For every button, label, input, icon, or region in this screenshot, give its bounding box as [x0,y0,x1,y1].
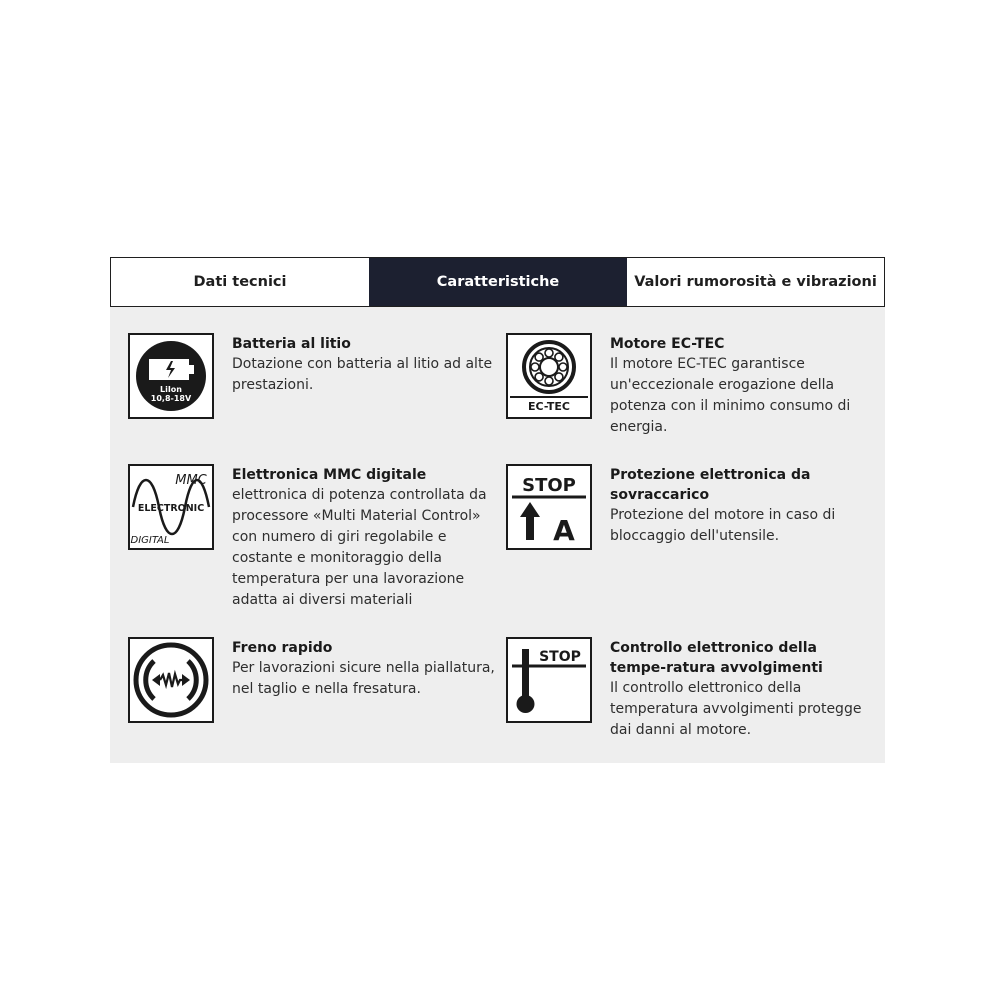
temperature-control-icon [506,637,592,723]
battery-icon-voltage-label: 10,8-18V [150,394,192,403]
overload-protection-icon [506,464,592,550]
overload-icon-ampere-label: A [553,514,575,547]
overload-icon-stop-label: STOP [522,475,576,496]
tab-caratteristiche[interactable]: Caratteristiche [369,258,627,306]
feature-description: elettronica di potenza controllata da processore «Multi Material Control» con numero di giri regolabile e costante e monitoraggio della temperatura per una lavorazione adatta ai diversi materiali [232,487,487,608]
motor-icon-label: EC-TEC [528,400,570,413]
features-panel [110,307,885,763]
temperature-icon-stop-label: STOP [539,649,581,665]
feature-title: Motore EC-TEC [610,336,725,352]
feature-title: Protezione elettronica da sovraccarico [610,467,811,503]
feature-description: Protezione del motore in caso di bloccaggio dell'utensile. [610,507,836,544]
quick-brake-icon [128,637,214,723]
feature-description: Dotazione con batteria al litio ad alte prestazioni. [232,356,493,393]
feature-title: Elettronica MMC digitale [232,467,427,483]
tab-bar [110,257,885,307]
tab-dati-tecnici[interactable]: Dati tecnici [111,258,369,306]
motor-ec-tec-icon [506,333,592,419]
mmc-icon-label: MMC [175,473,207,488]
feature-title: Freno rapido [232,640,333,656]
feature-title: Controllo elettronico della tempe-ratura avvolgimenti [610,640,823,676]
tab-valori-rumorosita[interactable]: Valori rumorosità e vibrazioni [627,258,884,306]
feature-title: Batteria al litio [232,336,351,352]
battery-icon-type-label: LiIon [159,385,183,394]
electronic-icon-label: ELECTRONIC [137,503,205,514]
feature-description: Il controllo elettronico della temperatura avvolgimenti protegge dai danni al motore. [610,680,862,738]
feature-description: Per lavorazioni sicure nella piallatura, nel taglio e nella fresatura. [232,660,495,697]
mmc-electronic-icon [128,464,214,550]
digital-icon-label: DIGITAL [130,535,170,546]
battery-lithium-icon [128,333,214,419]
feature-description: Il motore EC-TEC garantisce un'eccezionale erogazione della potenza con il minimo consumo di energia. [610,356,851,435]
